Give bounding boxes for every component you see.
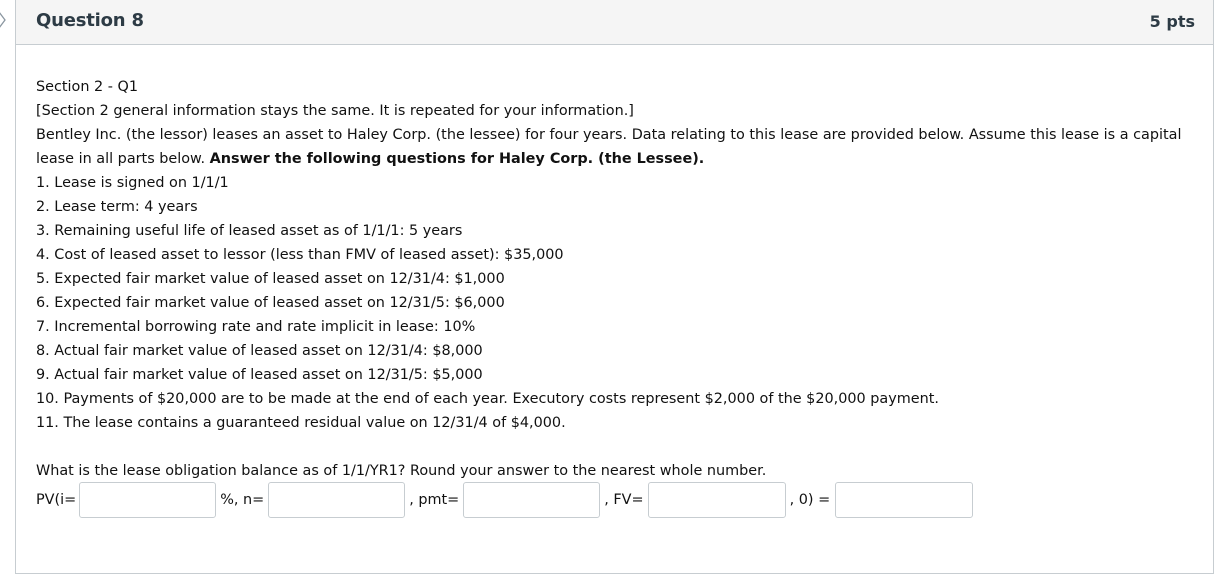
intro-paragraph	[36, 123, 1201, 171]
list-item: 5. Expected fair market value of leased asset on 12/31/4: $1,000	[36, 271, 505, 287]
list-item: 6. Expected fair market value of leased asset on 12/31/5: $6,000	[36, 295, 505, 311]
list-item: 1. Lease is signed on 1/1/1	[36, 175, 229, 191]
list-item: 9. Actual fair market value of leased asset on 12/31/5: $5,000	[36, 367, 483, 383]
list-item: 4. Cost of leased asset to lessor (less than FMV of leased asset): $35,000	[36, 247, 564, 263]
question-points: 5 pts	[1149, 12, 1195, 31]
pv-label: PV(i=	[36, 492, 77, 508]
list-item: 7. Incremental borrowing rate and rate implicit in lease: 10%	[36, 319, 476, 335]
rate-input[interactable]	[79, 482, 216, 518]
list-item: 3. Remaining useful life of leased asset as of 1/1/1: 5 years	[36, 223, 463, 239]
list-item: 11. The lease contains a guaranteed residual value on 12/31/4 of $4,000.	[36, 415, 566, 431]
question-title: Question 8	[36, 10, 144, 31]
question-prompt: What is the lease obligation balance as of 1/1/YR1? Round your answer to the nearest whole number.	[36, 463, 767, 479]
question-header	[16, 0, 1213, 45]
section-label: Section 2 - Q1	[36, 79, 139, 95]
list-item: 2. Lease term: 4 years	[36, 199, 198, 215]
fv-label: , FV=	[604, 492, 644, 508]
info-note: [Section 2 general information stays the same. It is repeated for your information.]	[36, 103, 634, 119]
periods-input[interactable]	[268, 482, 405, 518]
question-text	[36, 75, 1201, 483]
n-label: %, n=	[220, 492, 265, 508]
intro-text: Bentley Inc. (the lessor) leases an asset to Haley Corp. (the lessee) for four years. Data relating to this lease are provided below. Assume this lease is a capital lease in all parts below.	[36, 127, 1182, 167]
pv-formula-row	[36, 482, 973, 518]
list-item: 10. Payments of $20,000 are to be made at the end of each year. Executory costs represent $2,000 of the $20,000 payment.	[36, 391, 939, 407]
pmt-label: , pmt=	[409, 492, 460, 508]
question-card	[15, 0, 1214, 574]
payment-input[interactable]	[463, 482, 600, 518]
intro-instruction: Answer the following questions for Haley Corp. (the Lessee).	[209, 151, 705, 167]
chevron-right-icon[interactable]	[0, 10, 8, 30]
list-item: 8. Actual fair market value of leased asset on 12/31/4: $8,000	[36, 343, 483, 359]
future-value-input[interactable]	[648, 482, 786, 518]
answer-input[interactable]	[835, 482, 973, 518]
end-label: , 0) =	[789, 492, 831, 508]
